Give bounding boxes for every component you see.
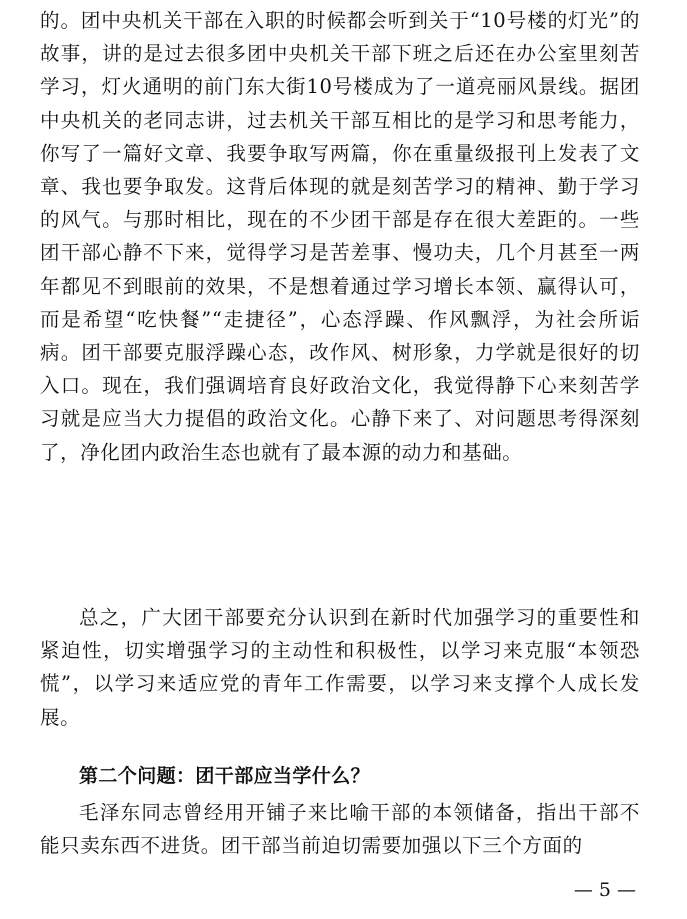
body-paragraph-1: 的。团中央机关干部在入职的时候都会听到关于“10号楼的灯光”的故事，讲的是过去很多团中央机关干部下班之后还在办公室里刻苦学习，灯火通明的前门东大街10号楼成为了一道亮丽风景线。据团中央机关的老同志讲，过去机关干部互相比的是学习和思考能力，你写了一篇好文章、我要争取写两篇，你在重量级报刊上发表了文章、我也要争取发。这背后体现的就是刻苦学习的精神、勤于学习的风气。与那时相比，现在的不少团干部是存在很大差距的。一些团干部心静不下来，觉得学习是苦差事、慢功夫，几个月甚至一两年都见不到眼前的效果，不是想着通过学习增长本领、赢得认可，而是希望“吃快餐”“走捷径”，心态浮躁、作风飘浮，为社会所诟病。团干部要克服浮躁心态，改作风、树形象，力学就是很好的切入口。现在，我们强调培育良好政治文化，我觉得静下心来刻苦学习就是应当大力提倡的政治文化。心静下来了、对问题思考得深刻了，净化团内政治生态也就有了最本源的动力和基础。 bbox=[40, 9, 640, 464]
document-page bbox=[40, 0, 640, 919]
page-number: — 5 — bbox=[573, 879, 636, 901]
body-paragraph-3: 毛泽东同志曾经用开铺子来比喻干部的本领储备，指出干部不能只卖东西不进货。团干部当前迫切需要加强以下三个方面的 bbox=[40, 801, 640, 858]
body-paragraph-2: 总之，广大团干部要充分认识到在新时代加强学习的重要性和紧迫性，切实增强学习的主动性和积极性，以学习来克服“本领恐慌”，以学习来适应党的青年工作需要，以学习来支撑个人成长发展。 bbox=[40, 606, 640, 729]
section-heading: 第二个问题：团干部应当学什么？ bbox=[79, 765, 371, 787]
